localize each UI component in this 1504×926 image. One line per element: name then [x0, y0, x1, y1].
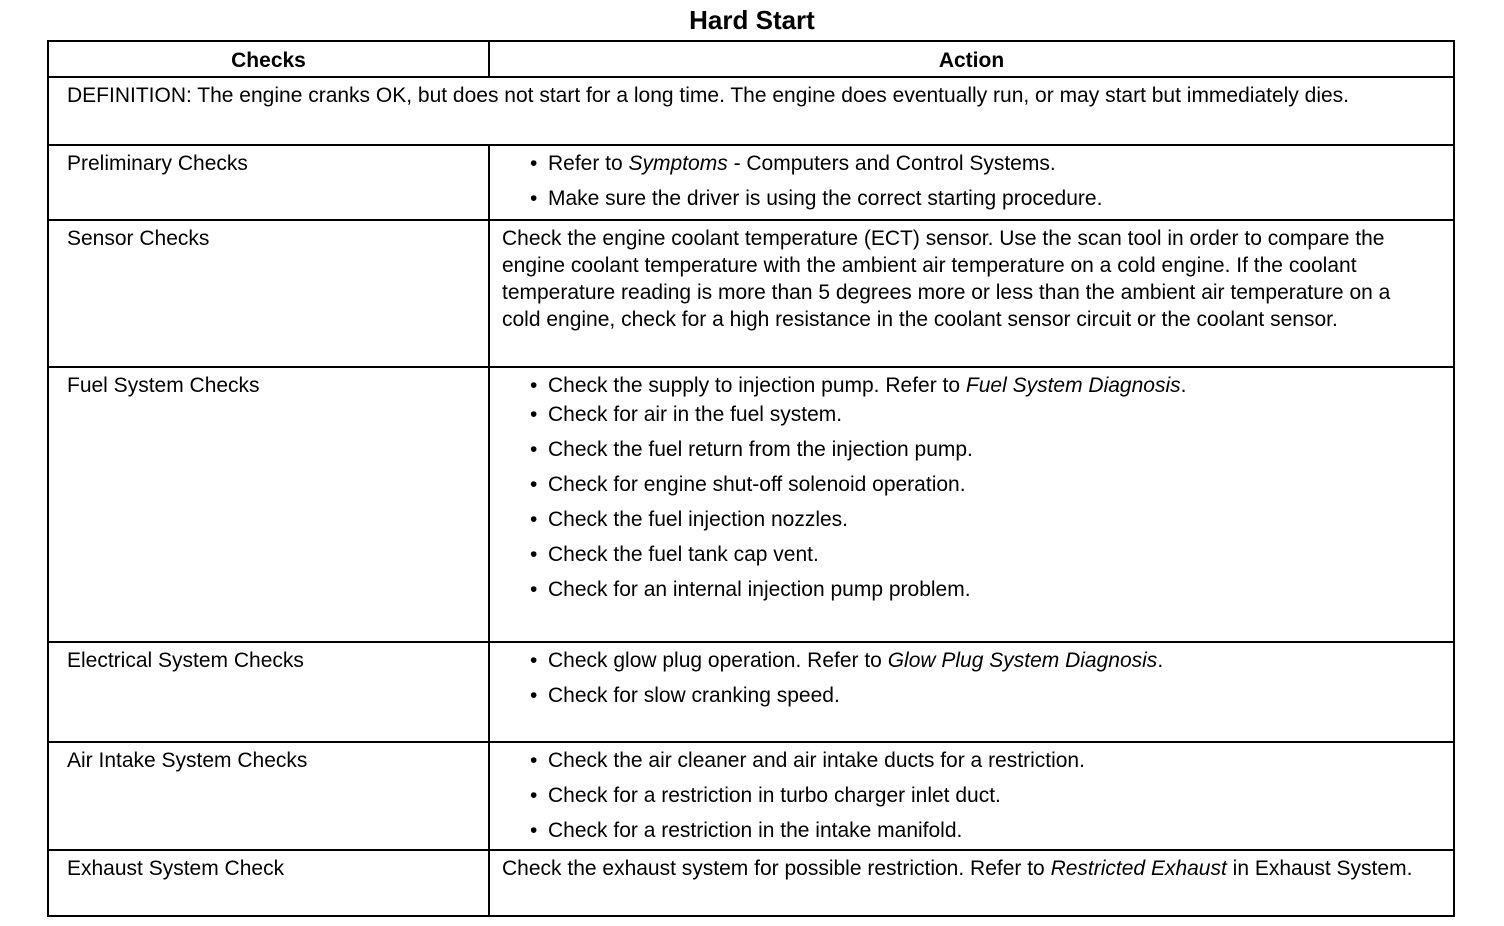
list-item: • Check for air in the fuel system.: [524, 401, 1429, 428]
table-row-preliminary: [48, 145, 1454, 220]
list-item: • Check for slow cranking speed.: [524, 682, 1429, 709]
action-cell-air-intake: [489, 742, 1454, 850]
list-item: • Make sure the driver is using the correct starting procedure.: [524, 185, 1429, 212]
action-cell-preliminary: [489, 145, 1454, 220]
check-label-preliminary: Preliminary Checks: [48, 145, 489, 220]
list-item-text: .: [1180, 374, 1187, 397]
check-label-air-intake: Air Intake System Checks: [48, 742, 489, 850]
definition-text: DEFINITION: The engine cranks OK, but does not start for a long time. The engine does eventually run, or may start but immediately dies.: [48, 77, 1454, 145]
list-item: • Check the fuel tank cap vent.: [524, 541, 1429, 568]
action-list-air-intake: [502, 747, 1429, 844]
page-title: Hard Start: [689, 5, 815, 35]
list-item: • Check the fuel return from the injection pump.: [524, 436, 1429, 463]
check-label-exhaust: Exhaust System Check: [48, 850, 489, 916]
list-item-text: .: [1157, 649, 1164, 672]
list-item: [524, 372, 1429, 399]
action-cell-fuel: [489, 367, 1454, 642]
action-cell-electrical: [489, 642, 1454, 742]
list-item: [524, 647, 1429, 674]
table-row-sensor: [48, 220, 1454, 367]
action-cell-exhaust: [489, 850, 1454, 916]
list-item: • Check for a restriction in the intake manifold.: [524, 817, 1429, 844]
symptoms-reference: Symptoms: [628, 152, 728, 175]
action-text-exhaust: in Exhaust System.: [1226, 857, 1413, 880]
list-item-text: - Computers and Control Systems.: [727, 152, 1056, 175]
list-item: [524, 150, 1429, 177]
table-row-exhaust: [48, 850, 1454, 916]
definition-row: [48, 77, 1454, 145]
action-text-exhaust: Check the exhaust system for possible restriction. Refer to: [502, 857, 1051, 880]
table-row-electrical: [48, 642, 1454, 742]
check-label-fuel: Fuel System Checks: [48, 367, 489, 642]
list-item-text: Check the supply to injection pump. Refer to: [548, 374, 966, 397]
fuel-system-diagnosis-reference: Fuel System Diagnosis: [965, 374, 1181, 397]
checks-header: Checks: [48, 41, 489, 77]
action-text-sensor: Check the engine coolant temperature (ECT) sensor. Use the scan tool in order to compare the engine coolant temperature with the ambient air temperature on a cold engine. If the coolant temperature reading is more than 5 degrees more or less than the ambient air temperature on a cold engine, check for a high resistance in the coolant sensor circuit or the coolant sensor.: [489, 220, 1454, 367]
action-list-fuel: [502, 372, 1429, 603]
action-header: Action: [489, 41, 1454, 77]
list-item-text: Check glow plug operation. Refer to: [548, 649, 888, 672]
table-row-air-intake: [48, 742, 1454, 850]
list-item-text: Refer to: [548, 152, 629, 175]
list-item: • Check for a restriction in turbo charger inlet duct.: [524, 782, 1429, 809]
header-row: [48, 41, 1454, 77]
restricted-exhaust-reference: Restricted Exhaust: [1050, 857, 1227, 880]
table-row-fuel: [48, 367, 1454, 642]
check-label-sensor: Sensor Checks: [48, 220, 489, 367]
list-item: • Check the air cleaner and air intake ducts for a restriction.: [524, 747, 1429, 774]
action-list-electrical: [502, 647, 1429, 709]
check-label-electrical: Electrical System Checks: [48, 642, 489, 742]
list-item: • Check the fuel injection nozzles.: [524, 506, 1429, 533]
glow-plug-diagnosis-reference: Glow Plug System Diagnosis: [887, 649, 1158, 672]
list-item: • Check for engine shut-off solenoid operation.: [524, 471, 1429, 498]
hard-start-table: [47, 40, 1455, 917]
list-item: • Check for an internal injection pump problem.: [524, 576, 1429, 603]
action-list-preliminary: [502, 150, 1429, 212]
